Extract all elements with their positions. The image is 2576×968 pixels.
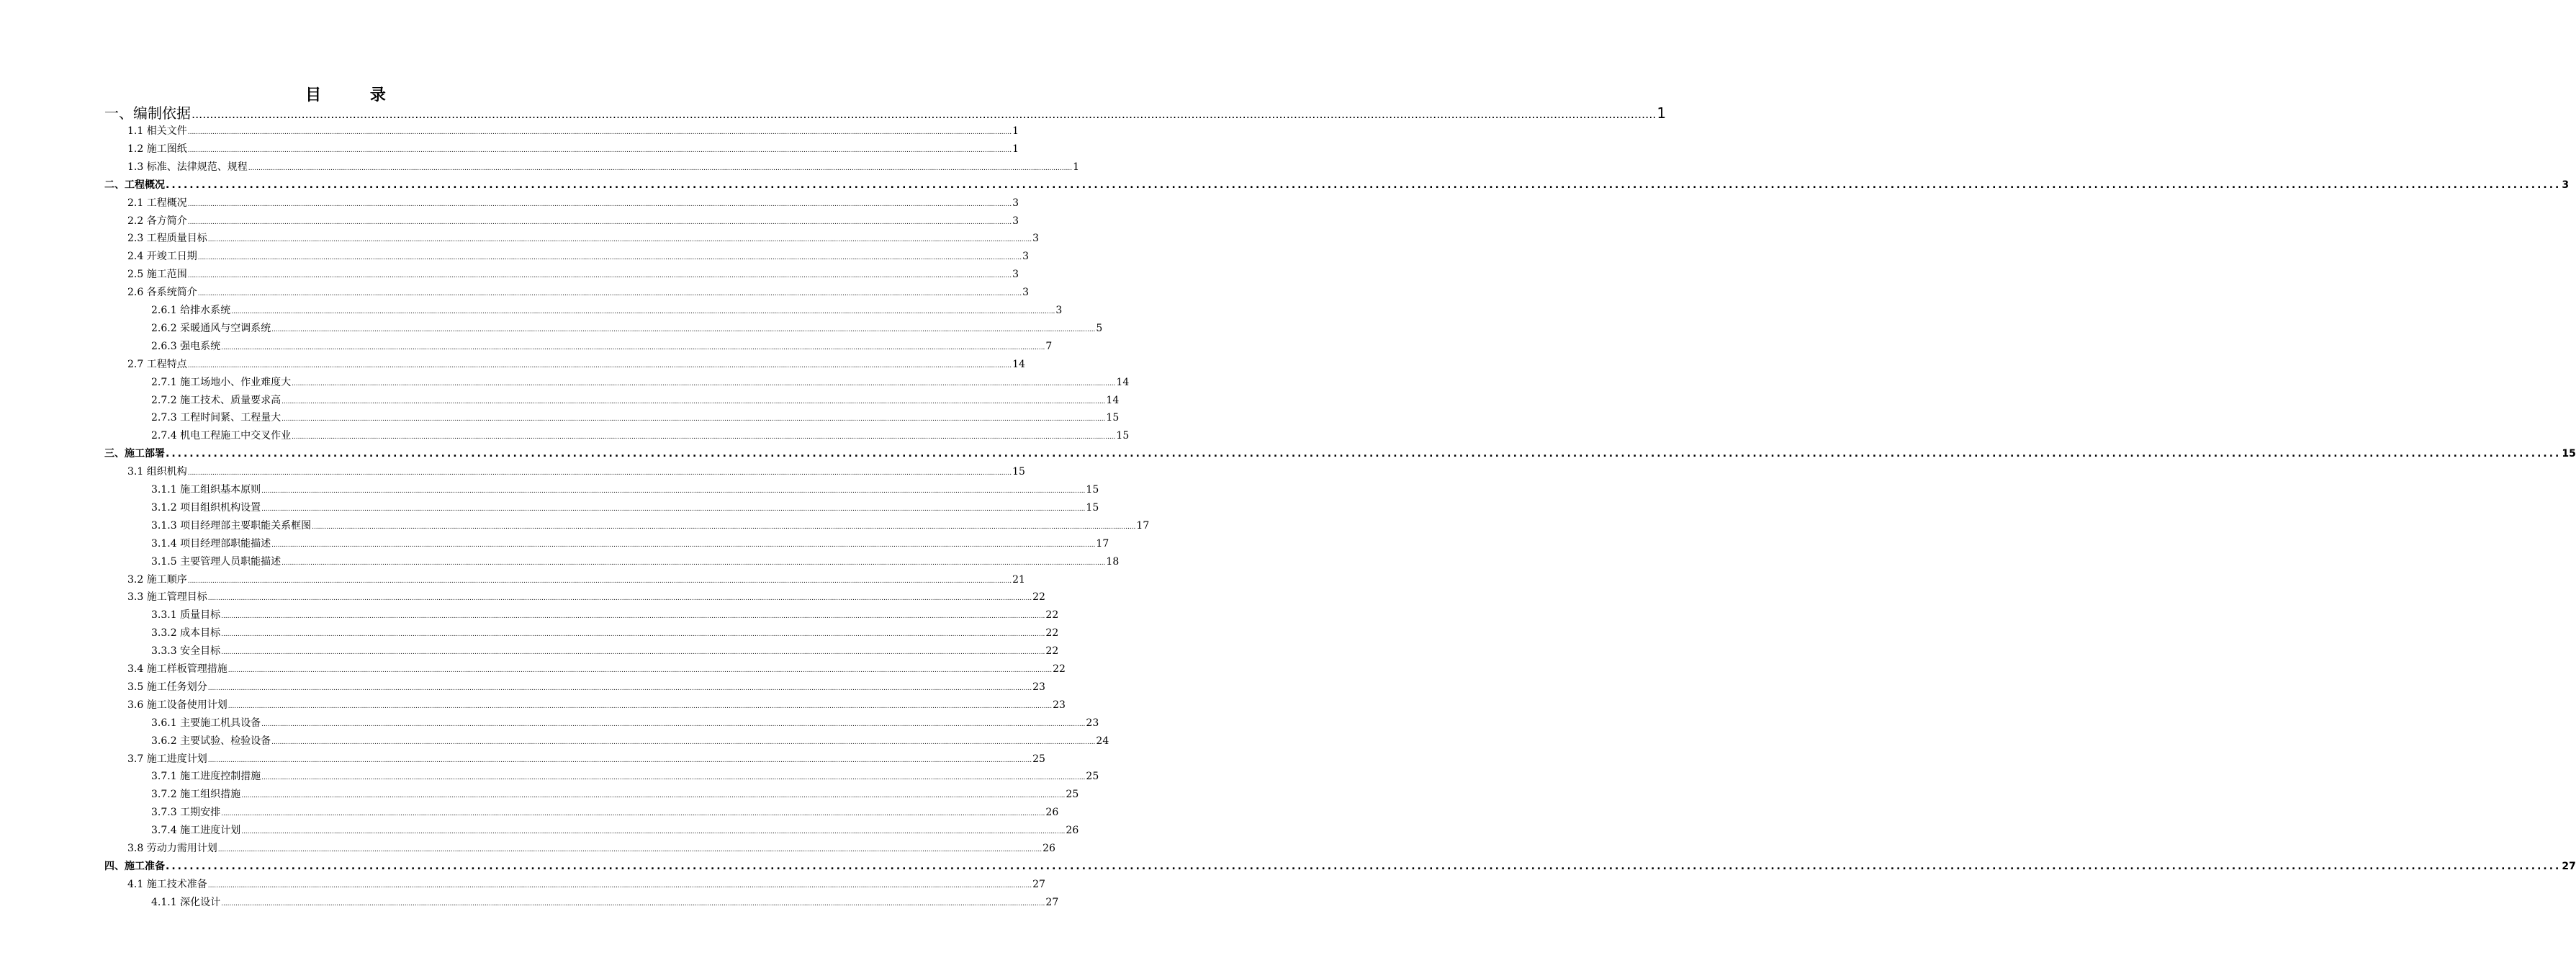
toc-entry-label: 3.1.1 施工组织基本原则	[151, 484, 261, 496]
toc-entry[interactable]	[151, 642, 1059, 660]
toc-entry-label: 1.2 施工图纸	[127, 143, 187, 155]
toc-entry-label: 3.3.2 成本目标	[151, 627, 221, 640]
toc-entry[interactable]	[127, 356, 1025, 373]
toc-leader-dots: ................................................................................................................................................................................................................................................................................................................................................................................................................	[292, 380, 1116, 387]
toc-entry-label: 3.3.1 质量目标	[151, 609, 221, 622]
toc-entry-label: 2.6.2 采暖通风与空调系统	[151, 322, 271, 334]
toc-entry[interactable]	[127, 284, 1029, 301]
toc-leader-dots: ................................................................................................................................................................................................................................................................................................................................................................................................................	[228, 667, 1053, 674]
toc-leader-dots: ................................................................................................................................................................................................................................................................................................................................................................................................................	[261, 505, 1086, 513]
toc-entry-label: 3.8 劳动力需用计划	[127, 843, 217, 854]
toc-entry[interactable]	[127, 140, 1019, 158]
toc-entry[interactable]	[151, 732, 1109, 750]
toc-entry[interactable]	[151, 822, 1079, 839]
toc-entry-label: 2.7.2 施工技术、质量要求高	[151, 394, 282, 406]
toc-leader-dots: ................................................................................................................................................................................................................................................................................................................................................................................................................	[221, 810, 1045, 818]
toc-entry-label: 三、施工部署	[104, 448, 165, 460]
toc-leader-dots: ................................................................................................................................................................................................................................................................................................................................................................................................................	[187, 272, 1012, 280]
toc-entry-label: 2.3 工程质量目标	[127, 233, 207, 245]
toc-entry-label: 2.6 各系统简介	[127, 287, 197, 299]
toc-entry-page-number: 22	[1032, 591, 1045, 604]
toc-entry-page-number: 14	[1106, 394, 1120, 406]
toc-entry[interactable]	[127, 266, 1019, 283]
toc-entry[interactable]	[151, 535, 1109, 552]
toc-entry-page-number: 3	[2562, 179, 2570, 191]
toc-leader-dots: ................................................................................................................................................................................................................................................................................................................................................................................................................	[192, 107, 1657, 121]
toc-entry[interactable]	[127, 248, 1029, 265]
toc-entry-label: 3.7.2 施工组织措施	[151, 789, 241, 801]
toc-entry-page-number: 15	[1106, 412, 1120, 424]
toc-entry-label: 3.1.4 项目经理部职能描述	[151, 537, 271, 550]
toc-leader-dots: ................................................................................................................................................................................................................................................................................................................................................................................................................	[187, 129, 1012, 136]
toc-leader-dots: ................................................................................................................................................................................................................................................................................................................................................................................................................	[221, 344, 1045, 351]
toc-entry[interactable]	[104, 445, 2576, 462]
toc-entry-page-number: 26	[1045, 807, 1059, 819]
toc-entry-label: 3.6 施工设备使用计划	[127, 699, 228, 711]
toc-entry-label: 二、工程概况	[104, 179, 165, 191]
toc-leader-dots: ................................................................................................................................................................................................................................................................................................................................................................................................................	[221, 631, 1045, 639]
toc-leader-dots: ................................................................................................................................................................................................................................................................................................................................................................................................................	[228, 702, 1053, 710]
toc-entry[interactable]	[151, 338, 1053, 355]
toc-entry-label: 3.4 施工样板管理措施	[127, 663, 228, 675]
toc-entry-label: 3.6.2 主要试验、检验设备	[151, 735, 271, 747]
toc-leader-dots: ................................................................................................................................................................................................................................................................................................................................................................................................................	[282, 398, 1106, 405]
toc-leader-dots: ................................................................................................................................................................................................................................................................................................................................................................................................................	[217, 846, 1042, 853]
toc-entry[interactable]	[151, 409, 1120, 426]
toc-leader-dots: ................................................................................................................................................................................................................................................................................................................................................................................................................	[271, 738, 1096, 746]
toc-entry[interactable]	[127, 158, 1079, 176]
toc-leader-dots: ................................................................................................................................................................................................................................................................................................................................................................................................................	[221, 649, 1045, 657]
toc-leader-dots: ................................................................................................................................................................................................................................................................................................................................................................................................................	[261, 720, 1086, 728]
toc-entry-page-number: 3	[1012, 197, 1019, 209]
toc-entry[interactable]	[127, 678, 1045, 696]
toc-entry[interactable]	[127, 660, 1066, 678]
toc-entry-page-number: 26	[1042, 843, 1055, 854]
toc-entry-page-number: 25	[1032, 753, 1045, 765]
toc-leader-dots: ................................................................................................................................................................................................................................................................................................................................................................................................................	[231, 308, 1055, 315]
toc-entry-label: 2.4 开竣工日期	[127, 251, 197, 263]
toc-entry[interactable]	[151, 302, 1063, 319]
toc-entry[interactable]	[151, 768, 1099, 785]
toc-entry-label: 3.2 施工顺序	[127, 573, 187, 586]
toc-entry-page-number: 24	[1096, 735, 1109, 747]
toc-entry[interactable]	[151, 894, 1059, 911]
toc-entry-page-number: 1	[1012, 125, 1019, 137]
toc-entry-page-number: 26	[1066, 825, 1079, 837]
toc-entry[interactable]	[151, 553, 1120, 570]
toc-entry[interactable]	[151, 427, 1130, 444]
toc-entry-page-number: 18	[1106, 555, 1120, 568]
toc-leader-dots: ................................................................................................................................................................................................................................................................................................................................................................................................................	[221, 613, 1045, 621]
toc-leader-dots: ................................................................................................................................................................................................................................................................................................................................................................................................................	[166, 179, 2562, 191]
toc-leader-dots: ................................................................................................................................................................................................................................................................................................................................................................................................................	[187, 470, 1012, 478]
toc-leader-dots: ................................................................................................................................................................................................................................................................................................................................................................................................................	[187, 200, 1012, 208]
toc-entry[interactable]	[104, 176, 2570, 194]
toc-entry[interactable]	[127, 122, 1019, 140]
toc-entry[interactable]	[151, 624, 1059, 642]
toc-entry-label: 3.7.3 工期安排	[151, 807, 221, 819]
toc-entry[interactable]	[151, 320, 1103, 337]
toc-entry-label: 3.7.1 施工进度控制措施	[151, 771, 261, 783]
toc-entry[interactable]	[127, 696, 1066, 714]
toc-entry-label: 3.5 施工任务划分	[127, 681, 207, 693]
toc-entry-label: 一、编制依据	[104, 104, 191, 122]
toc-leader-dots: ................................................................................................................................................................................................................................................................................................................................................................................................................	[248, 164, 1073, 172]
toc-entry[interactable]	[151, 714, 1099, 732]
toc-entry-page-number: 7	[1045, 340, 1053, 352]
toc-entry-page-number: 27	[1045, 896, 1059, 908]
toc-entry-label: 2.7.1 施工场地小、作业难度大	[151, 376, 292, 388]
toc-entry[interactable]	[127, 463, 1025, 480]
toc-entry-label: 2.6.3 强电系统	[151, 340, 221, 352]
toc-entry-page-number: 21	[1012, 573, 1025, 586]
toc-entry[interactable]	[151, 499, 1099, 516]
toc-entry-label: 4.1.1 深化设计	[151, 896, 221, 908]
toc-entry-label: 2.6.1 给排水系统	[151, 305, 231, 316]
toc-entry-page-number: 15	[1012, 466, 1025, 478]
toc-leader-dots: ................................................................................................................................................................................................................................................................................................................................................................................................................	[207, 756, 1032, 764]
toc-entry-page-number: 15	[2562, 448, 2576, 460]
toc-entry-page-number: 3	[1055, 305, 1063, 316]
toc-entry-label: 3.3 施工管理目标	[127, 591, 207, 604]
toc-entry-label: 3.1.5 主要管理人员职能描述	[151, 555, 282, 568]
toc-entry-page-number: 3	[1022, 287, 1029, 299]
toc-entry[interactable]	[127, 194, 1019, 212]
toc-entry-page-number: 27	[1032, 878, 1045, 890]
toc-entry-page-number: 17	[1136, 519, 1150, 532]
toc-leader-dots: ................................................................................................................................................................................................................................................................................................................................................................................................................	[207, 236, 1032, 244]
toc-entry-label: 3.7 施工进度计划	[127, 753, 207, 765]
toc-entry-page-number: 23	[1053, 699, 1066, 711]
toc-entry-label: 3.6.1 主要施工机具设备	[151, 717, 261, 729]
toc-entry-page-number: 22	[1053, 663, 1066, 675]
toc-entry-page-number: 23	[1032, 681, 1045, 693]
toc-title: 目 录	[305, 86, 407, 104]
toc-entry[interactable]	[151, 786, 1079, 803]
toc-entry-page-number: 15	[1116, 430, 1130, 442]
toc-leader-dots: ................................................................................................................................................................................................................................................................................................................................................................................................................	[261, 488, 1086, 495]
toc-entry-page-number: 22	[1045, 645, 1059, 658]
toc-entry[interactable]	[151, 481, 1099, 498]
toc-entry-page-number: 17	[1096, 537, 1109, 550]
toc-leader-dots: ................................................................................................................................................................................................................................................................................................................................................................................................................	[187, 146, 1012, 154]
toc-entry-page-number: 1	[1657, 104, 1667, 122]
toc-entry-page-number: 14	[1116, 376, 1130, 388]
toc-entry-page-number: 3	[1022, 251, 1029, 263]
toc-leader-dots: ................................................................................................................................................................................................................................................................................................................................................................................................................	[271, 326, 1096, 333]
toc-entry-label: 2.7.3 工程时间紧、工程量大	[151, 412, 282, 424]
toc-entry-label: 3.1.3 项目经理部主要职能关系框图	[151, 519, 312, 532]
toc-entry[interactable]	[151, 606, 1059, 624]
toc-entry-page-number: 27	[2562, 860, 2576, 872]
toc-entry-label: 3.7.4 施工进度计划	[151, 825, 241, 837]
toc-entry[interactable]	[127, 571, 1025, 588]
toc-entry-page-number: 25	[1066, 789, 1079, 801]
toc-entry-label: 2.1 工程概况	[127, 197, 187, 209]
toc-entry-label: 2.7.4 机电工程施工中交叉作业	[151, 430, 292, 442]
toc-leader-dots: ................................................................................................................................................................................................................................................................................................................................................................................................................	[197, 254, 1022, 262]
toc-entry-page-number: 15	[1086, 484, 1099, 496]
toc-entry-page-number: 25	[1086, 771, 1099, 783]
toc-entry[interactable]	[104, 104, 1667, 122]
toc-entry-page-number: 15	[1086, 501, 1099, 514]
toc-entry[interactable]	[127, 876, 1045, 893]
toc-leader-dots: ................................................................................................................................................................................................................................................................................................................................................................................................................	[166, 860, 2562, 872]
toc-leader-dots: ................................................................................................................................................................................................................................................................................................................................................................................................................	[207, 882, 1032, 889]
toc-entry[interactable]	[151, 374, 1130, 391]
toc-entry-page-number: 22	[1045, 609, 1059, 622]
toc-leader-dots: ................................................................................................................................................................................................................................................................................................................................................................................................................	[187, 362, 1012, 369]
toc-entry-page-number: 1	[1073, 161, 1079, 173]
toc-entry[interactable]	[104, 858, 2576, 875]
toc-entry-page-number: 5	[1096, 322, 1103, 334]
toc-leader-dots: ................................................................................................................................................................................................................................................................................................................................................................................................................	[221, 900, 1045, 908]
toc-leader-dots: ................................................................................................................................................................................................................................................................................................................................................................................................................	[207, 684, 1032, 692]
toc-leader-dots: ................................................................................................................................................................................................................................................................................................................................................................................................................	[282, 559, 1106, 567]
toc-entry[interactable]	[127, 212, 1019, 230]
toc-entry[interactable]	[127, 230, 1039, 247]
toc-leader-dots: ................................................................................................................................................................................................................................................................................................................................................................................................................	[187, 577, 1012, 585]
toc-entry[interactable]	[127, 588, 1045, 606]
toc-entry-page-number: 14	[1012, 358, 1025, 370]
toc-entry-page-number: 1	[1012, 143, 1019, 155]
toc-leader-dots: ................................................................................................................................................................................................................................................................................................................................................................................................................	[207, 595, 1032, 603]
toc-leader-dots: ................................................................................................................................................................................................................................................................................................................................................................................................................	[197, 290, 1022, 298]
toc-leader-dots: ................................................................................................................................................................................................................................................................................................................................................................................................................	[166, 448, 2562, 460]
toc-entry-label: 2.5 施工范围	[127, 269, 187, 281]
toc-entry[interactable]	[151, 804, 1059, 821]
toc-entry-page-number: 3	[1032, 233, 1039, 245]
toc-entry[interactable]	[127, 840, 1055, 857]
toc-entry-label: 3.1 组织机构	[127, 466, 187, 478]
toc-leader-dots: ................................................................................................................................................................................................................................................................................................................................................................................................................	[241, 792, 1066, 800]
toc-entry-page-number: 22	[1045, 627, 1059, 640]
toc-entry-page-number: 3	[1012, 269, 1019, 281]
toc-entry-label: 1.3 标准、法律规范、规程	[127, 161, 248, 173]
toc-entry-label: 4.1 施工技术准备	[127, 878, 207, 890]
toc-leader-dots: ................................................................................................................................................................................................................................................................................................................................................................................................................	[271, 541, 1096, 549]
toc-entry-label: 2.2 各方简介	[127, 215, 187, 227]
toc-entry[interactable]	[151, 517, 1150, 534]
toc-leader-dots: ................................................................................................................................................................................................................................................................................................................................................................................................................	[261, 774, 1086, 782]
toc-entry-label: 1.1 相关文件	[127, 125, 187, 137]
toc-entry-label: 3.1.2 项目组织机构设置	[151, 501, 261, 514]
toc-leader-dots: ................................................................................................................................................................................................................................................................................................................................................................................................................	[187, 218, 1012, 226]
toc-leader-dots: ................................................................................................................................................................................................................................................................................................................................................................................................................	[292, 434, 1116, 442]
toc-leader-dots: ................................................................................................................................................................................................................................................................................................................................................................................................................	[241, 828, 1066, 836]
toc-entry[interactable]	[151, 392, 1120, 409]
toc-entry-page-number: 23	[1086, 717, 1099, 729]
toc-entry-label: 3.3.3 安全目标	[151, 645, 221, 658]
toc-entry-label: 2.7 工程特点	[127, 358, 187, 370]
toc-entry-page-number: 3	[1012, 215, 1019, 227]
toc-leader-dots: ................................................................................................................................................................................................................................................................................................................................................................................................................	[312, 523, 1136, 531]
toc-leader-dots: ................................................................................................................................................................................................................................................................................................................................................................................................................	[282, 416, 1106, 424]
toc-entry[interactable]	[127, 750, 1045, 768]
toc-entry-label: 四、施工准备	[104, 860, 165, 872]
